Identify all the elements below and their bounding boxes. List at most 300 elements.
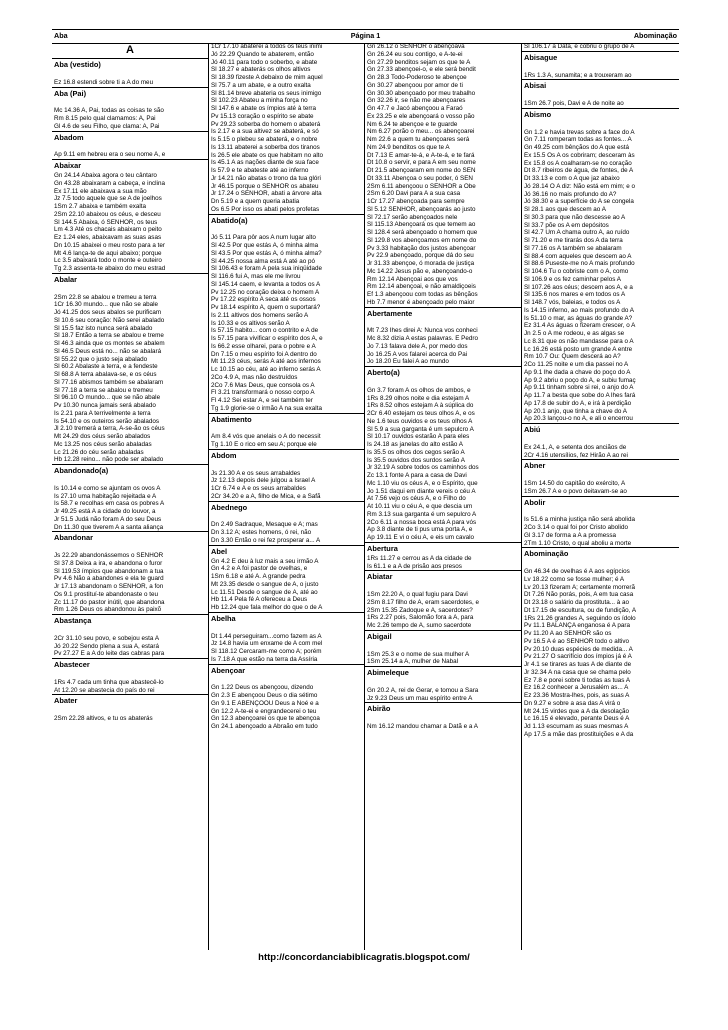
header-first-word: Aba <box>54 31 68 40</box>
verse-reference: Sl 68.8 A terra abalava-se, e os céus <box>54 371 157 378</box>
verse-reference: Êx 15.5 Os A os cobriram; desceram às <box>524 151 635 159</box>
verse-reference: Gn 32.26 ir, se não me abençoares <box>367 97 466 105</box>
verse-reference: Dt 23.18 o salário da prostituta... à ao <box>524 599 630 606</box>
column-4 <box>522 43 679 950</box>
entry-section <box>209 613 364 665</box>
verse-reference: Is 5.15 o plebeu se abaterá, e o nobre <box>211 136 318 143</box>
verse-reference: Ap 9.2 abriu o poço do A, e subiu fumaç <box>524 376 636 384</box>
verse-reference: Pv 12.25 no coração deixa o homem A <box>211 288 320 296</box>
entry-section <box>522 43 679 52</box>
verse-reference: Nm 6.27 porão o meu... os abençoarei <box>367 128 475 136</box>
spacer <box>209 625 364 633</box>
spacer <box>522 509 679 517</box>
entry-section <box>365 543 521 572</box>
verse-reference: Gn 30.30 abençoado por meu trabalho <box>367 89 476 97</box>
verse-reference: 1Rs 4.7 cada um tinha que abastecê-lo <box>54 678 164 686</box>
entry-heading: Abner <box>524 461 546 471</box>
concordance-columns <box>52 43 679 950</box>
verse-reference: Ap 9.11 em hebreu era o seu nome A, e <box>54 151 166 159</box>
verse-reference: Sl 107.26 aos céus; descem aos A, e a <box>524 283 633 291</box>
page-header <box>52 29 679 44</box>
verse-reference: Pv 16.5 A é ao SENHOR todo o altivo <box>524 637 630 645</box>
verse-reference: Is 58.7 e recolhas em casa os pobres A <box>54 500 165 508</box>
verse-reference: 1Sm 2.7 abaixa e também exalta <box>54 203 147 210</box>
verse-reference: Jz 12.13 depois dele julgou a Israel A <box>211 477 316 485</box>
verse-reference: Pv 4.6 Não a abandones e ela te guard <box>54 575 164 583</box>
entry-heading: Abastecer <box>54 660 90 669</box>
verse-reference: Jr 32.34 A na casa que se chama pelo <box>524 668 631 676</box>
verse-reference: Jó 28.14 O A diz: Não está em mim; e o <box>524 182 635 190</box>
entry-section <box>52 160 208 274</box>
verse-reference: Sl 106.9 e os fez caminhar pelos A <box>524 275 621 283</box>
verse-reference: Sl 145.14 caem, e levanta a todos os A <box>211 280 321 288</box>
verse-reference: Pv 11.1 BALANÇA enganosa é A para <box>524 622 630 630</box>
verse-reference: Dt 33.13 e com o A que jaz abaixo <box>524 175 620 182</box>
verse-reference: Êx 15.8 os A coalharam-se no coração <box>524 159 632 167</box>
verse-reference: Jr 31.33 abençoe, ó morada de justiça <box>367 260 475 267</box>
verse-reference: Gn 12.3 abençoarei os que te abençoa <box>211 715 320 723</box>
verse-reference: 1Sm 22.20 A, o qual fugiu para Davi <box>367 591 468 598</box>
verse-reference: Is 27.10 uma habitação rejeitada e A <box>54 492 157 500</box>
verse-reference: Sl 118.12 Cercaram-me como A; porém <box>211 648 322 655</box>
verse-reference: Pv 3.33 habitação dos justos abençoar <box>367 244 476 252</box>
verse-reference: 2Co 3.14 o qual foi por Cristo abolido <box>524 524 628 531</box>
verse-reference: Gn 27.29 benditos sejam os que te A <box>367 58 471 66</box>
verse-reference: Is 2.11 altivos dos homens serão A <box>211 311 309 319</box>
verse-reference: Jn 2.5 o A me rodeou, e as algas se <box>524 330 625 337</box>
verse-reference: 1Rs 2.27 pois, Salomão fora a A, para <box>367 614 474 622</box>
verse-reference: Sl 5.9 a sua garganta é um sepulcro A <box>367 425 474 433</box>
verse-reference: Dn 9.27 e sobre a asa das A virá o <box>524 699 621 707</box>
verse-reference: Ez 16.8 estendi sobre ti a A do meu <box>54 78 154 86</box>
verse-reference: Sl 119.53 ímpios que abandonam a tua <box>54 567 164 575</box>
verse-reference: Lc 11.51 Desde o sangue de A, até ao <box>211 588 318 596</box>
verse-reference: Is 57.9 e te abateste até ao inferno <box>211 167 309 174</box>
entry-section <box>365 703 521 731</box>
verse-reference: Sl 135.6 nos mares e em todos os A <box>524 291 626 299</box>
verse-reference: Gn 46.34 de ovelhas é A aos egípcios <box>524 568 630 575</box>
verse-reference: Gn 47.7 e Jacó abençoou a Faraó <box>367 105 463 112</box>
spacer <box>365 715 521 723</box>
spacer <box>365 679 521 687</box>
verse-reference: 2Cr 34.20 e a A, filho de Mica, e a Safã <box>211 492 321 500</box>
verse-reference: Gn 1.2 e havia trevas sobre a face do A <box>524 128 635 136</box>
verse-reference: Jo 18.20 Eu falei A ao mundo <box>367 358 449 366</box>
entry-heading: Abençoar <box>211 665 246 675</box>
verse-reference: Os 6.5 Por isso os abati pelos profetas <box>211 205 320 213</box>
spacer <box>522 64 679 72</box>
verse-reference: Sl 60.2 Abalaste a terra, e a fendeste <box>54 363 158 371</box>
verse-reference: Hb 7.7 menor é abençoado pelo maior <box>367 298 475 306</box>
verse-reference: Sl 88.4 com aqueles que descem ao A <box>524 252 632 260</box>
entry-heading: Aba (Pai) <box>54 88 87 98</box>
verse-reference: Jz 14.8 havia um enxame de A com mel <box>211 640 323 648</box>
verse-reference: Pv 15.13 coração o espírito se abate <box>211 112 314 120</box>
verse-reference: Jr 4.1 se tirares as tuas A de diante de <box>524 661 632 668</box>
footer-url[interactable]: http://concordanciabiblicagratis.blogspot.com/ <box>258 952 470 963</box>
verse-reference: 1Cr 16.30 mundo... que não se abale <box>54 301 158 309</box>
verse-reference: Sl 42.7 Um A chama outro A, ao ruído <box>524 229 630 237</box>
entry-section <box>522 52 679 81</box>
verse-reference: Sl 55.22 que o justo seja abalado <box>54 355 148 363</box>
entry-section <box>52 59 208 88</box>
spacer <box>52 627 208 635</box>
verse-reference: Jr 17.13 abandonam o SENHOR, a fon <box>54 583 164 590</box>
verse-reference: Lc 8.31 que os não mandasse para o A <box>524 337 634 345</box>
verse-reference: Sl 81.14 breve abateria os seus inimigo <box>211 89 322 97</box>
verse-reference: Dn 2.49 Sadraque, Mesaque e A; mas <box>211 521 318 529</box>
verse-reference: At 12.20 se abastecia do país do rei <box>54 686 155 694</box>
verse-reference: At 7.56 vejo os céus A, e o Filho do <box>367 495 466 503</box>
verse-reference: Jr 32.19 A sobre todos os caminhos dos <box>367 464 479 472</box>
verse-reference: Mc 14.36 A, Pai, todas as coisas te são <box>54 107 164 115</box>
verse-reference: Mc 2.26 tempo de A, sumo sacerdote <box>367 622 472 629</box>
entry-section <box>522 109 679 424</box>
verse-reference: Rm 12.14 Abençoai aos que vos <box>367 275 458 283</box>
verse-reference: Sl 72.17 serão abençoados nele <box>367 213 458 221</box>
entry-section <box>52 532 208 615</box>
verse-reference: Jó 22.29 Quando te abaterem, então <box>211 50 314 58</box>
verse-reference: 2Sm 22.10 abaixou os céus, e desceu <box>54 210 161 218</box>
verse-reference: Lc 10.15 ao céu, até ao inferno serás A <box>211 366 321 373</box>
verse-reference: Êx 24.1, A, e setenta dos anciãos de <box>524 443 627 451</box>
verse-reference: Is 35.5 ouvidos dos surdos serão A <box>367 456 466 464</box>
verse-reference: Is 2.21 para A terrivelmente a terra <box>54 409 151 417</box>
entry-section <box>209 215 364 414</box>
verse-reference: Sl 128.4 será abençoado o homem que <box>367 229 478 236</box>
entry-section <box>522 548 679 738</box>
verse-reference: Sl 33.7 põe os A em depósitos <box>524 221 609 229</box>
entry-heading: Abelha <box>211 613 236 623</box>
verse-reference: Is 7.18 A que estão na terra da Assíria <box>211 655 318 663</box>
verse-reference: 2Co 11.25 noite e um dia passei no A <box>524 361 629 368</box>
verse-reference: Mt 24.15 virdes que a A da desolação <box>524 707 630 715</box>
verse-reference: Gn 9.1 E ABENÇOOU Deus a Noé e a <box>211 699 319 707</box>
verse-reference: Sl 28.1 aos que descem ao A <box>524 206 606 213</box>
verse-reference: Jó 20.22 Sendo plena a sua A, estará <box>54 642 160 650</box>
verse-reference: 2Sm 6.11 abençoou o SENHOR a Obe <box>367 182 476 190</box>
verse-reference: Is 51.10 o mar, as águas do grande A? <box>524 314 633 322</box>
entry-section <box>52 695 208 723</box>
verse-reference: Lc 16.26 está posto um grande A entre <box>524 345 633 353</box>
spacer <box>365 583 521 591</box>
verse-reference: Sl 88.6 Puseste-me no A mais profundo <box>524 260 635 268</box>
entry-heading: Aba (vestido) <box>54 60 101 69</box>
verse-reference: Hb 11.4 Pela fé A ofereceu a Deus <box>211 596 308 604</box>
entry-section <box>522 460 679 496</box>
verse-reference: Is 57.15 habito... com o contrito e A de <box>211 327 319 335</box>
entry-heading: Abolir <box>524 497 546 507</box>
spacer <box>365 643 521 651</box>
verse-reference: Sl 30.3 para que não descesse ao A <box>524 213 626 221</box>
verse-reference: Tg 1.10 E o rico em seu A; porque ele <box>211 441 317 448</box>
verse-reference: Hb 12.28 reino... não pode ser abalado <box>54 456 164 464</box>
entry-heading: Abalar <box>54 274 78 284</box>
verse-reference: Sl 106.17 a Datã, e cobriu o grupo de A <box>524 43 635 50</box>
verse-reference: Ez 7.8 e porei sobre ti todas as tuas A <box>524 676 631 684</box>
entry-section <box>52 615 208 659</box>
verse-reference: Sl 10.17 ouvidos estarão A para eles <box>367 433 470 441</box>
verse-reference: Am 8.4 vós que anelais o A do necessit <box>211 433 321 441</box>
verse-reference: Js 21.30 A e os seus arrabaldes <box>211 469 301 477</box>
spacer <box>52 707 208 715</box>
verse-reference: Is 57.15 para vivificar o espírito dos A, e <box>211 335 323 342</box>
verse-reference: Rm 12.14 abençoai, e não amaldiçoeis <box>367 283 476 291</box>
verse-reference: Mt 23.35 desde o sangue de A, o justo <box>211 580 319 588</box>
entry-heading: Abednego <box>211 502 248 512</box>
verse-reference: Sl 104.6 Tu o cobriste com o A, como <box>524 268 629 275</box>
verse-reference: Jo 1.51 daqui em diante vereis o céu A <box>367 487 476 495</box>
verse-reference: Is 13.11 abaterei a soberba dos tiranos <box>211 143 320 151</box>
entry-heading: Abiatar <box>367 572 393 582</box>
verse-reference: Sl 147.6 e abate os ímpios até à terra <box>211 105 317 112</box>
verse-reference: Gn 30.27 abençoou por amor de ti <box>367 81 463 89</box>
header-last-word: Abominação <box>633 31 677 40</box>
spacer <box>522 121 679 129</box>
entry-section <box>522 497 679 549</box>
verse-reference: Jó 36.16 no mais profundo do A? <box>524 190 617 198</box>
entry-heading: Abatimento <box>211 414 252 424</box>
spacer <box>52 144 208 152</box>
verse-reference: Is 51.6 a minha justiça não será abolida <box>524 516 635 524</box>
verse-reference: 1Sm 25.3 e o nome de sua mulher A <box>367 650 470 658</box>
entry-heading: Abel <box>211 546 228 556</box>
verse-reference: 1Cr 17.10 abaterei a todos os teus inimi <box>211 43 323 50</box>
entry-section <box>209 502 364 546</box>
verse-reference: 2Tm 1.10 Cristo, o qual aboliu a morte <box>524 539 632 547</box>
verse-reference: 2Co 4.9 A, mas não destruídos <box>211 373 298 381</box>
entry-heading: Abertamente <box>367 308 413 318</box>
verse-reference: Ap 9.1 lhe dada a chave do poço do A <box>524 368 631 376</box>
verse-reference: Êx 23.25 e ele abençoará o vosso pão <box>367 112 475 120</box>
verse-reference: Mc 14.22 Jesus pão e, abençoando-o <box>367 267 473 275</box>
spacer <box>52 286 208 294</box>
verse-reference: 1Sm 14.50 do capitão do exército, A <box>524 480 626 487</box>
verse-reference: Jr 46.15 porque o SENHOR os abateu <box>211 182 319 190</box>
verse-reference: Pv 29.23 soberba do homem o abaterá <box>211 120 321 128</box>
verse-reference: Sl 37.8 Deixa a ira, e abandona o furor <box>54 559 163 567</box>
spacer <box>52 71 208 79</box>
entry-heading: Abimeleque <box>367 668 409 677</box>
verse-reference: Sl 115.13 Abençoará os que temem ao <box>367 221 476 229</box>
verse-reference: Gn 7.11 romperam todas as fontes... A <box>524 136 632 144</box>
verse-reference: Ez 16.2 conhecer a Jerusalém as... A <box>524 684 629 692</box>
verse-reference: Is 66.2 esse olharei, para o pobre e A <box>211 342 316 350</box>
verse-reference: Sl 144.5 Abaixa, ó SENHOR, os teus <box>54 218 158 226</box>
entry-section <box>209 665 364 731</box>
verse-reference: Jr 49.25 está A a cidade do louvor, a <box>54 508 156 515</box>
verse-reference: Jz 7.5 todo aquele que se A de joelhos <box>54 195 162 203</box>
verse-reference: Jo 7.13 falava dele A, por medo dos <box>367 342 468 350</box>
verse-reference: Dt 7.26 Não porás, pois, A em tua casa <box>524 591 634 599</box>
verse-reference: Ap 3.8 diante de ti pus uma porta A, e <box>367 526 473 534</box>
verse-reference: Is 14.15 inferno, ao mais profundo do A <box>524 306 634 314</box>
verse-reference: Is 24.18 as janelas do alto estão A <box>367 441 463 448</box>
verse-reference: Ap 20.1 anjo, que tinha a chave do A <box>524 407 627 415</box>
verse-reference: 1Sm 26.7 A e o povo deitavam-se ao <box>524 487 627 495</box>
verse-reference: Rm 1.26 Deus os abandonou às paixõ <box>54 606 162 614</box>
verse-reference: Gn 49.25 com bênçãos do A que está <box>524 144 630 151</box>
verse-reference: Ap 11.7 a besta que sobe do A lhes fará <box>524 392 636 399</box>
entry-heading: Abertura <box>367 543 398 553</box>
verse-reference: Gn 2.3 E abençoou Deus o dia sétimo <box>211 692 318 699</box>
entry-section <box>52 465 208 532</box>
verse-reference: Dn 5.19 e a quem queria abatia <box>211 198 300 205</box>
verse-reference: Sl 43.5 Por que estás A, ó minha alma? <box>211 249 322 257</box>
verse-reference: Jl 2.10 tremerá a terra, A-se-ão os céus <box>54 425 165 433</box>
verse-reference: 1Rs 21.26 grandes A, seguindo os ídolo <box>524 614 636 622</box>
verse-reference: Gn 24.14 Abaixa agora o teu cântaro <box>54 172 157 179</box>
verse-reference: 1Sm 26.7 pois, Davi e A de noite ao <box>524 100 624 107</box>
verse-reference: Gn 4.2 E deu à luz mais a seu irmão A <box>211 557 319 565</box>
entry-heading: A <box>126 44 134 56</box>
spacer <box>209 426 364 434</box>
verse-reference: Mt 7.23 Ihes direi A: Nunca vos conheci <box>367 327 478 335</box>
verse-reference: Js 22.29 abandonássemos o SENHOR <box>54 552 164 559</box>
verse-reference: Pv 21.27 O sacrifício dos ímpios já é A <box>524 653 632 661</box>
verse-reference: Tg 2.3 assenta-te abaixo do meu estrad <box>54 265 166 272</box>
verse-reference: Sl 77.18 a terra se abalou e tremeu <box>54 386 153 394</box>
verse-reference: Gn 20.2 A, rei de Gerar, e tomou a Sara <box>367 686 479 694</box>
verse-reference: Pv 10.30 nunca jamais será abalado <box>54 402 156 409</box>
verse-reference: Sl 129.8 vos abençoamos em nome do <box>367 236 477 244</box>
entry-heading: Abaixar <box>54 161 82 170</box>
verse-reference: Ap 17.8 de subir do A, e irá à perdição <box>524 399 632 407</box>
entry-heading: Abastança <box>54 616 92 625</box>
verse-reference: Êx 17.11 ele abaixava a sua mão <box>54 187 147 195</box>
verse-reference: Lc 3.5 abaixará todo o monte e outeiro <box>54 257 162 265</box>
verse-reference: Gl 4.6 de seu Filho, que clama: A, Pai <box>54 122 160 130</box>
verse-reference: Sl 18.27 e abaterás os olhos altivos <box>211 66 311 74</box>
verse-reference: Gn 27.33 abençoei-o, e ele será bendit <box>367 66 476 74</box>
verse-reference: 1Sm 6.18 e até A. A grande pedra <box>211 573 306 580</box>
verse-reference: Dn 10.15 abaixei o meu rosto para a ter <box>54 241 165 249</box>
verse-reference: Ef 1.3 abençoou com todas as bênçãos <box>367 291 478 298</box>
verse-reference: Gn 28.3 Todo-Poderoso te abençoe <box>367 74 467 81</box>
entry-heading: Abismo <box>524 109 552 119</box>
entry-section <box>52 88 208 132</box>
verse-reference: 2Sm 8.17 filho de A, eram sacerdotes, e <box>367 598 480 606</box>
verse-reference: 2Cr 31.10 seu povo, e sobejou esta A <box>54 634 160 642</box>
verse-reference: Sl 5.12 SENHOR, abençoarás ao justo <box>367 205 476 213</box>
verse-reference: 2Co 6.11 a nossa boca está A para vós <box>367 518 477 526</box>
verse-reference: Jó 40.11 para todo o soberbo, e abate <box>211 58 318 66</box>
verse-reference: Sl 44.25 nossa alma está A até ao pó <box>211 257 315 265</box>
entry-heading: Abirão <box>367 704 391 714</box>
verse-reference: Rm 3.13 sua garganta é um sepulcro A <box>367 510 477 518</box>
verse-reference: Gn 12.2 A-te-ei e engrandecerei o teu <box>211 707 317 715</box>
verse-reference: 1Rs 8.29 olhos noite e dia estejam A <box>367 394 470 402</box>
verse-reference: Sl 96.10 O mundo... que se não abale <box>54 394 161 402</box>
verse-reference: Dn 3.30 Então o rei fez prosperar a... A <box>211 536 321 544</box>
spacer <box>365 320 521 328</box>
spacer <box>365 379 521 387</box>
verse-reference: Ez 1.24 eles, abaixavam as suas asas <box>54 234 162 241</box>
verse-reference: Ap 19.11 E vi o céu A, e eis um cavalo <box>367 534 474 541</box>
verse-reference: Jr 17.24 o SENHOR, abati a árvore alta <box>211 190 322 198</box>
entry-section <box>52 43 208 59</box>
verse-reference: Lc 21.26 do céu serão abaladas <box>54 448 144 456</box>
verse-reference: Pv 27.27 E a A do leite das cabras para <box>54 650 165 658</box>
entry-heading: Abisai <box>524 81 547 91</box>
entry-section <box>209 43 364 215</box>
verse-reference: Lv 18.22 como se fosse mulher; é A <box>524 575 625 583</box>
verse-reference: 2Sm 22.28 altivos, e tu os abaterás <box>54 715 153 722</box>
verse-reference: Dt 1.44 perseguiram...como fazem as A <box>211 632 322 640</box>
verse-reference: Ap 17.5 a mãe das prostituições e A da <box>524 730 634 738</box>
verse-reference: 2Sm 15.35 Zadoque e A, sacerdotes? <box>367 606 473 614</box>
verse-reference: Ne 1.6 teus ouvidos e os teus olhos A <box>367 417 473 425</box>
verse-reference: 1Rs 8.52 olhos estejam A à súplica do <box>367 402 474 410</box>
verse-reference: Jd 1.13 escumam as suas mesmas A <box>524 723 629 730</box>
entry-section <box>365 43 521 308</box>
verse-reference: Nm 22.6 a quem tu abençoares será <box>367 136 470 143</box>
verse-reference: Is 54.10 e os outeiros serão abalados <box>54 417 160 425</box>
spacer <box>52 671 208 679</box>
entry-section <box>52 659 208 695</box>
column-1 <box>52 43 209 950</box>
verse-reference: 1Rs 1.3 A, sunamita; e a trouxeram ao <box>524 71 632 79</box>
verse-reference: Gl 3.17 de forma a A a promessa <box>524 531 617 539</box>
verse-reference: Lv 20.13 fizeram A; certamente morrerã <box>524 583 635 591</box>
entry-heading: Abadom <box>54 132 84 142</box>
verse-reference: Gn 26.24 eu sou contigo, e A-te-ei <box>367 50 463 58</box>
entry-heading: Abatido(a) <box>211 215 248 225</box>
verse-reference: 2Sm 22.8 se abalou e tremeu a terra <box>54 293 157 301</box>
verse-reference: Mc 8.32 dizia A estas palavras. E Pedro <box>367 335 478 342</box>
verse-reference: Jó 41.25 dos seus abalos se purificam <box>54 309 162 316</box>
verse-reference: Jr 14.21 não abatas o trono da tua glóri <box>211 174 321 182</box>
spacer <box>209 677 364 685</box>
verse-reference: Sl 18.7 Então a terra se abalou e treme <box>54 332 164 340</box>
verse-reference: Pv 22.9 abençoado, porque dá do seu <box>367 252 474 260</box>
verse-reference: Zc 13.1 fonte A para a casa de Davi <box>367 472 467 479</box>
verse-reference: Is 10.33 e os altivos serão A <box>211 319 290 327</box>
spacer <box>209 462 364 470</box>
verse-reference: Is 10.14 e como se ajuntam os ovos A <box>54 484 161 492</box>
verse-reference: Sl 18.39 fizeste A debaixo de mim aquel <box>211 74 323 81</box>
verse-reference: Mt 24.29 dos céus serão abalados <box>54 433 151 440</box>
document-page <box>52 29 679 950</box>
verse-reference: Sl 71.20 e me tirarás dos A da terra <box>524 237 623 244</box>
entry-heading: Abater <box>54 696 78 706</box>
verse-reference: Sl 106.43 e foram A pela sua iniqüidade <box>211 265 322 273</box>
entry-heading: Abisague <box>524 52 558 62</box>
verse-reference: Dn 3.12 A; estes homens, ó rei, não <box>211 529 312 536</box>
verse-reference: Jo 16.25 A vos falarei acerca do Pai <box>367 350 468 358</box>
verse-reference: Dt 33.11 Abençoa o seu poder, ó SEN <box>367 174 473 182</box>
verse-reference: Nm 24.9 benditos os que te A <box>367 143 450 151</box>
verse-reference: Gn 26.12 o SENHOR o abençoava <box>367 43 465 50</box>
verse-reference: Dt 8.7 ribeiros de água, de fontes, de A <box>524 167 634 175</box>
verse-reference: Sl 46.5 Deus está no... não se abalará <box>54 347 162 355</box>
verse-reference: Sl 75.7 a um abate, e a outro exalta <box>211 81 311 89</box>
verse-reference: Pv 17.22 espírito A seca até os ossos <box>211 296 316 304</box>
entry-heading: Abigail <box>367 631 392 641</box>
verse-reference: Zc 11.17 do pastor inútil, que abandona <box>54 598 165 606</box>
spacer <box>522 92 679 100</box>
verse-reference: Lc 16.15 é elevado, perante Deus é A <box>524 715 630 723</box>
entry-heading: Abiú <box>524 425 541 434</box>
verse-reference: 1Cr 6.74 e A e os seus arrabaldes <box>211 485 306 492</box>
column-2 <box>209 43 365 950</box>
verse-reference: Jr 51.5 Judá não foram A do seu Deus <box>54 515 162 523</box>
verse-reference: Sl 42.5 Por que estás A, ó minha alma <box>211 242 319 249</box>
verse-reference: Gn 1.22 Deus os abençoou, dizendo <box>211 684 314 692</box>
verse-reference: Sl 77.16 abismos também se abalaram <box>54 378 164 386</box>
verse-reference: Mt 4.6 lança-te de aqui abaixo; porque <box>54 249 162 257</box>
verse-reference: Hb 12.24 que fala melhor do que o de A <box>211 604 323 611</box>
